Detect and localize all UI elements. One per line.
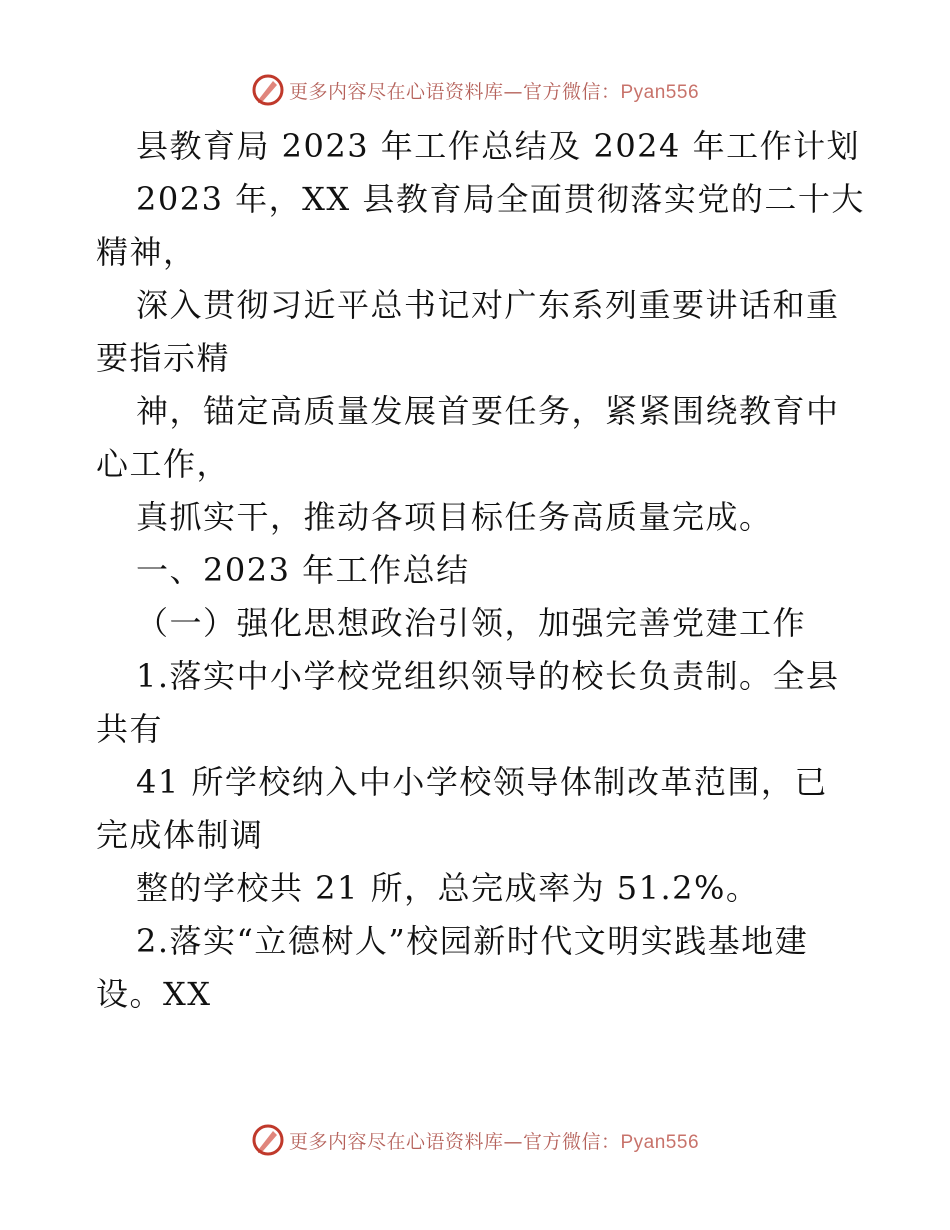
text-line: 深入贯彻习近平总书记对广东系列重要讲话和重 (136, 286, 840, 324)
text-line: 心工作， (96, 445, 231, 483)
text-line: （一）强化思想政治引领，加强完善党建工作 (136, 604, 807, 642)
text-line: 县教育局 2023 年工作总结及 2024 年工作计划 (136, 127, 861, 165)
header-watermark (0, 70, 950, 110)
watermark-text: 更多内容尽在心语资料库—官方微信：Pyan556 (288, 80, 700, 103)
text-line: 整的学校共 21 所，总完成率为 51.2%。 (136, 869, 760, 907)
text-line: 设。XX (96, 975, 212, 1013)
footer-watermark (0, 1120, 950, 1160)
watermark-text: 更多内容尽在心语资料库—官方微信：Pyan556 (288, 1130, 700, 1153)
text-line: 一、2023 年工作总结 (136, 551, 470, 589)
pen-logo-icon (251, 1123, 285, 1157)
text-line: 1.落实中小学校党组织领导的校长负责制。全县 (136, 657, 840, 695)
text-line: 共有 (96, 710, 164, 748)
text-line: 2023 年，XX 县教育局全面贯彻落实党的二十大 (136, 180, 865, 218)
document-body (96, 120, 865, 1021)
text-line: 要指示精 (96, 339, 231, 377)
text-line: 神，锚定高质量发展首要任务，紧紧围绕教育中 (136, 392, 840, 430)
pen-logo-icon (251, 73, 285, 107)
text-line: 2.落实“立德树人”校园新时代文明实践基地建 (136, 922, 809, 960)
text-line: 完成体制调 (96, 816, 264, 854)
text-line: 精神， (96, 233, 197, 271)
text-line: 41 所学校纳入中小学校领导体制改革范围，已 (136, 763, 828, 801)
text-line: 真抓实干，推动各项目标任务高质量完成。 (136, 498, 773, 536)
